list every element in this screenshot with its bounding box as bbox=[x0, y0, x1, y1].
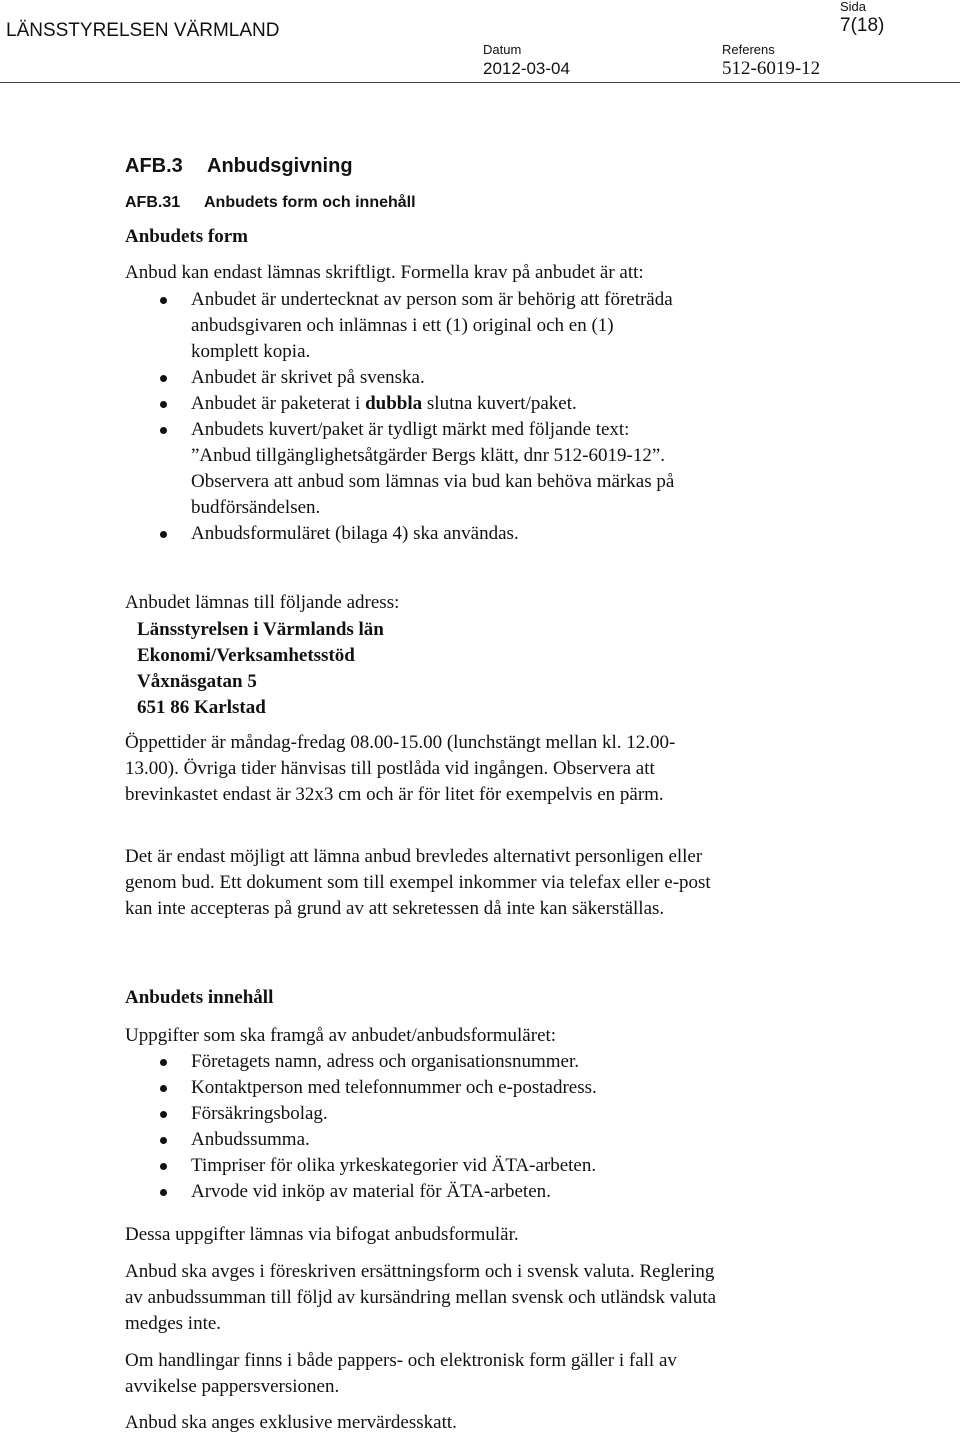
date-value: 2012-03-04 bbox=[483, 59, 570, 78]
section-number: AFB.3 bbox=[125, 155, 183, 177]
page-label: Sida bbox=[840, 0, 867, 14]
address-line: Ekonomi/Verksamhetsstöd bbox=[137, 645, 355, 666]
list-item: Timpriser för olika yrkeskategorier vid ÄTA-arbeten. bbox=[125, 1153, 745, 1179]
emphasis-text: dubbla bbox=[365, 393, 423, 414]
content-requirements-list bbox=[125, 1049, 745, 1205]
list-item: Anbudet är undertecknat av person som är behörig att företräda anbudsgivaren och inlämnas i ett (1) original och en (1) komplett kopia. bbox=[125, 287, 685, 365]
section-title: Anbudsgivning bbox=[207, 155, 353, 177]
form-requirements-list bbox=[125, 287, 685, 547]
subsection-number: AFB.31 bbox=[125, 194, 181, 211]
date-label: Datum bbox=[483, 42, 522, 57]
list-item: Kontaktperson med telefonnummer och e-postadress. bbox=[125, 1075, 745, 1101]
list-item: Anbudsformuläret (bilaga 4) ska användas. bbox=[125, 521, 685, 547]
list-item-text: Anbudet är paketerat i bbox=[191, 393, 361, 414]
reference-value: 512-6019-12 bbox=[722, 58, 821, 79]
page-number: 7(18) bbox=[840, 15, 885, 36]
list-item: Anbudets kuvert/paket är tydligt märkt med följande text: ”Anbud tillgänglighetsåtgärder Bergs klätt, dnr 512-6019-12”. Observera att anbud som lämnas via bud kan behöva märkas på budförsändelsen. bbox=[125, 417, 685, 521]
subsection-heading bbox=[125, 190, 416, 216]
reference-label: Referens bbox=[722, 42, 775, 57]
submission-alternatives: Det är endast möjligt att lämna anbud brevledes alternativt personligen eller genom bud. Ett dokument som till exempel inkommer via telefax eller e-post kan inte accepteras på grund av att sekretessen då inte kan säkerställas. bbox=[125, 846, 711, 919]
address-line: 651 86 Karlstad bbox=[137, 697, 266, 718]
list-item bbox=[125, 391, 685, 417]
address-line: Våxnäsgatan 5 bbox=[137, 671, 257, 692]
list-item: Försäkringsbolag. bbox=[125, 1101, 745, 1127]
list-item-text: slutna kuvert/paket. bbox=[422, 393, 577, 414]
currency-paragraph: Anbud ska avges i föreskriven ersättningsform och i svensk valuta. Reglering av anbudssumman till följd av kursändring mellan svensk och utländsk valuta medges inte. bbox=[125, 1261, 717, 1334]
subsection-title: Anbudets form och innehåll bbox=[204, 194, 416, 211]
version-paragraph: Om handlingar finns i både pappers- och elektronisk form gäller i fall av avvikelse pappersversionen. bbox=[125, 1350, 677, 1397]
list-item: Företagets namn, adress och organisationsnummer. bbox=[125, 1049, 745, 1075]
postal-address bbox=[137, 617, 384, 721]
address-intro: Anbudet lämnas till följande adress: bbox=[125, 592, 400, 613]
opening-hours: Öppettider är måndag-fredag 08.00-15.00 (lunchstängt mellan kl. 12.00-13.00). Övriga tider hänvisas till postlåda vid ingången. Observera att brevinkastet endast är 32x3 cm och är för litet för exempelvis en pärm. bbox=[125, 732, 676, 805]
header-divider bbox=[0, 82, 960, 83]
vat-paragraph: Anbud ska anges exklusive mervärdesskatt. bbox=[125, 1412, 457, 1433]
organization-name: LÄNSSTYRELSEN VÄRMLAND bbox=[6, 20, 280, 41]
content-intro: Uppgifter som ska framgå av anbudet/anbudsformuläret: bbox=[125, 1025, 557, 1046]
list-item: Anbudet är skrivet på svenska. bbox=[125, 365, 685, 391]
form-heading: Anbudets form bbox=[125, 226, 248, 247]
list-item: Arvode vid inköp av material för ÄTA-arbeten. bbox=[125, 1179, 745, 1205]
content-heading: Anbudets innehåll bbox=[125, 987, 274, 1008]
list-item: Anbudssumma. bbox=[125, 1127, 745, 1153]
section-heading bbox=[125, 153, 353, 179]
form-intro: Anbud kan endast lämnas skriftligt. Formella krav på anbudet är att: bbox=[125, 262, 644, 283]
address-line: Länsstyrelsen i Värmlands län bbox=[137, 619, 384, 640]
form-attachment-note: Dessa uppgifter lämnas via bifogat anbudsformulär. bbox=[125, 1224, 519, 1245]
